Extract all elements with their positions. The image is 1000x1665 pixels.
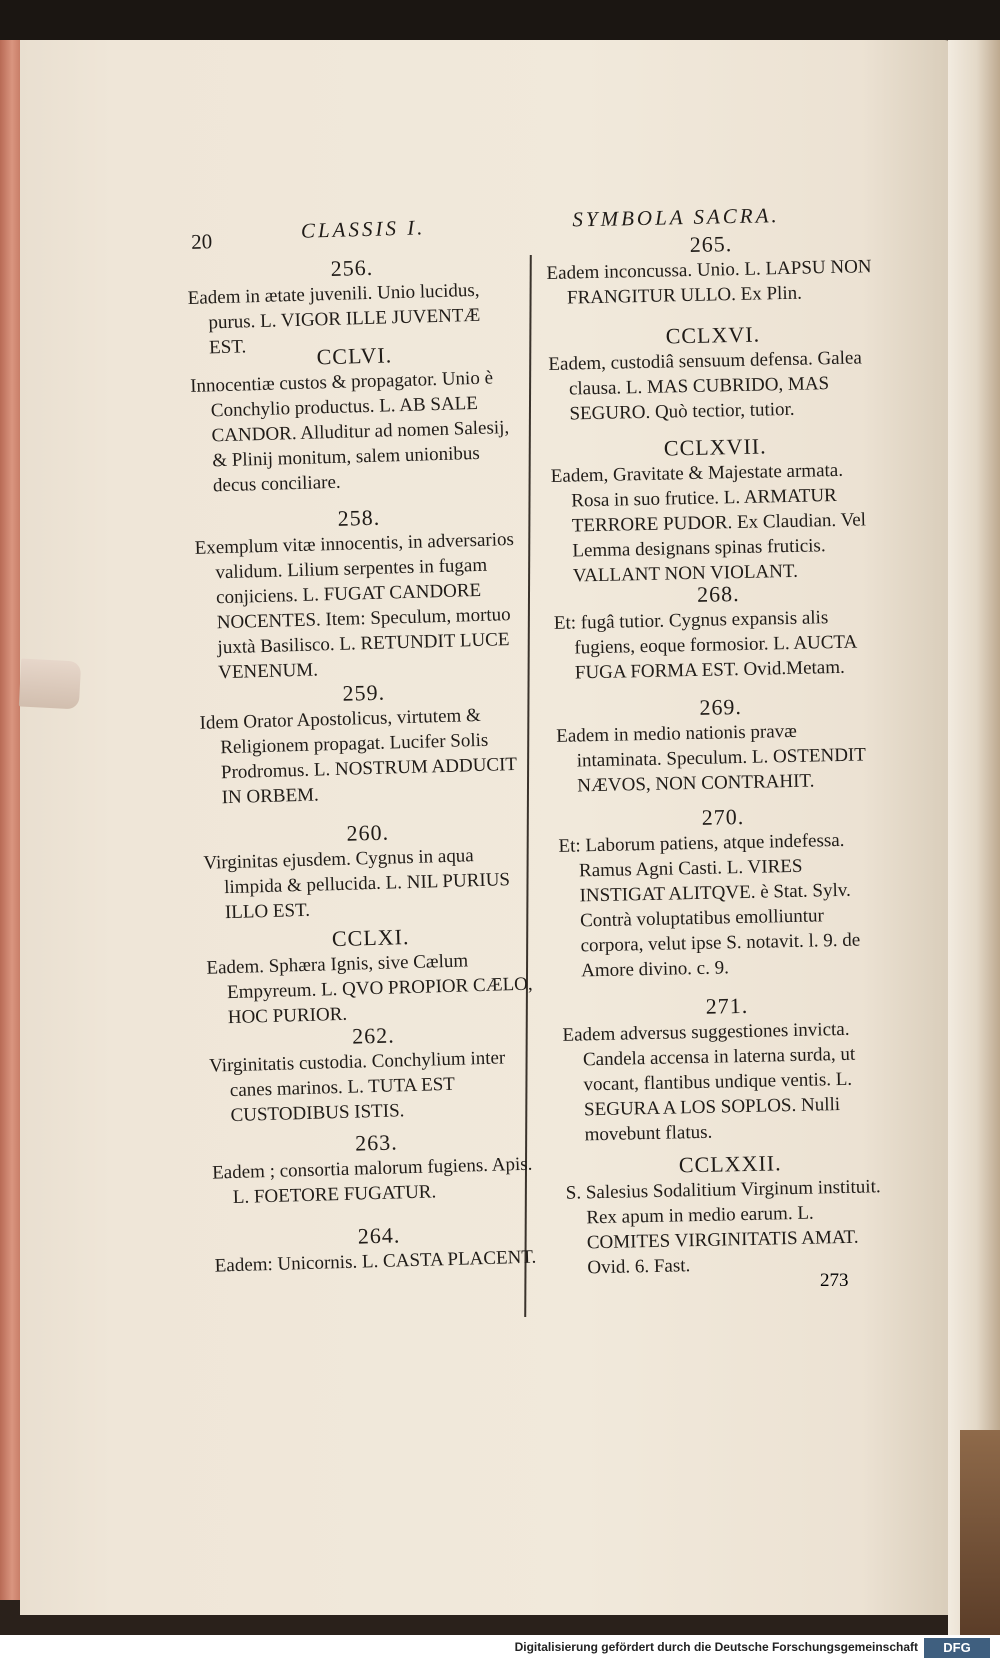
entry-259 [199,676,532,811]
entry-text: Virginitas ejusdem. Cygnus in aqua limpida & pellucida. L. NIL PURIUS ILLO EST. [203,845,511,924]
entry-number: CCLXVI. [665,321,761,349]
entry-cclxi [205,921,538,1031]
entry-271 [562,990,895,1148]
entry-text: Et: Laborum patiens, atque indefessa. Ramus Agni Casti. L. VIRES INSTIGAT ALITQVE. è Stat. Sylv. Contrà voluptatibus emolliuntur corpora, velut ipse S. notavit. l. 9. de Amore divino. c. 9. [558,829,861,982]
binding-edge [960,1430,1000,1635]
entry-text: Eadem ; consortia malorum fugiens. Apis. L. FOETORE FUGATUR. [211,1153,533,1209]
entry-number: 258. [337,504,381,531]
dfg-logo: DFG [924,1638,990,1658]
entry-cclxvi [548,319,880,427]
entry-text: Idem Orator Apostolicus, virtutem & Religionem propagat. Lucifer Solis Prodromus. L. NOSTRUM ADDUCIT IN ORBEM. [199,704,517,809]
entry-text: Eadem inconcussa. Unio. L. LAPSU NON FRANGITUR ULLO. Ex Plin. [546,256,872,309]
text-block [185,200,925,1400]
entry-text: Eadem: Unicornis. L. CASTA PLACENT. [214,1246,537,1277]
entry-text: Eadem in ætate juvenili. Unio lucidus, purus. L. VIGOR ILLE JUVENTÆ EST. [187,279,481,359]
entry-text: Virginitatis custodia. Conchylium inter canes marinos. L. TUTA EST CUSTODIBUS ISTIS. [208,1047,506,1127]
entry-text: Eadem adversus suggestiones invicta. Candela accensa in laterna surda, ut vocant, flantibus undique ventis. L. SEGURA A LOS SOPLOS. Nulli movebunt flatus. [562,1018,856,1146]
entry-cclxxii [565,1148,898,1281]
entry-number: CCLXI. [331,924,410,952]
entry-268 [553,578,885,686]
entry-260 [202,816,535,926]
entry-number: 268. [696,581,740,607]
entry-text: Et: fugâ tutior. Cygnus expansis alis fugiens, eoque formosior. L. AUCTA FUGA FORMA EST. Ovid.Metam. [553,607,857,684]
entry-number: 265. [689,231,733,257]
entry-number: 269. [699,693,743,720]
running-head-right: SYMBOLA SACRA. [572,203,780,232]
entry-text: Exemplum vitæ innocentis, in adversarios validum. Lilium serpentes in fugam conjiciens. L. FUGAT CANDORE NOCENTES. Item: Speculum, mortuo juxtà Basilisco. L. RETUNDIT LUCE VENENUM. [194,528,515,684]
entry-262 [208,1018,541,1128]
entry-cclxvii [550,431,883,589]
entry-text: Eadem in medio nationis pravæ intaminata. Speculum. L. OSTENDIT NÆVOS, NON CONTRAHIT. [556,720,866,797]
entry-text: Eadem, Gravitate & Majestate armata. Rosa in suo frutice. L. ARMATUR TERRORE PUDOR. Ex Claudian. Vel Lemma designans spinas fruticis. VALLANT NON VIOLANT. [550,459,867,587]
entry-ccLvi [189,339,523,499]
entry-text: Innocentiæ custos & propagator. Unio è Conchylio productus. L. AB SALE CANDOR. Alluditur ad nomen Salesij, & Plinij monitum, salem unionibus decus conciliare. [189,367,510,497]
entry-number: 271. [705,992,749,1019]
entry-number: 256. [330,254,374,281]
entry-number: CCLXVII. [663,433,767,461]
running-head-left: CLASSIS I. [300,215,426,243]
entry-258 [194,501,529,686]
entry-number: 260. [346,819,390,846]
entry-264 [214,1218,545,1278]
facing-page-margin [948,40,1000,1635]
entry-number: CCLVI. [316,342,393,370]
printer-signature: 273 [820,1270,849,1291]
entry-text: Eadem, custodiâ sensuum defensa. Galea clausa. L. MAS CUBRIDO, MAS SEGURO. Quò tectior, tutior. [548,347,862,425]
page-number: 20 [190,229,213,254]
entry-text: Eadem. Sphæra Ignis, sive Cælum Empyreum. L. QVO PROPIOR CÆLO, HOC PURIOR. [206,950,533,1029]
entry-269 [555,691,887,799]
entry-number: 270. [701,803,745,830]
entry-number: 264. [357,1222,401,1249]
entry-number: 262. [351,1022,395,1049]
bookmark-ribbon [19,658,81,709]
entry-265 [546,228,878,311]
entry-number: CCLXXII. [678,1150,782,1178]
entry-number: 259. [342,679,386,706]
entry-text: S. Salesius Sodalitium Virginum instituit. Rex apum in medio earum. L. COMITES VIRGINITATIS AMAT. Ovid. 6. Fast. [565,1176,881,1279]
entry-270 [558,801,892,984]
funding-credit: Digitalisierung gefördert durch die Deutsche Forschungsgemeinschaft [514,1640,918,1654]
entry-number: 263. [354,1129,398,1156]
entry-263 [211,1125,543,1210]
